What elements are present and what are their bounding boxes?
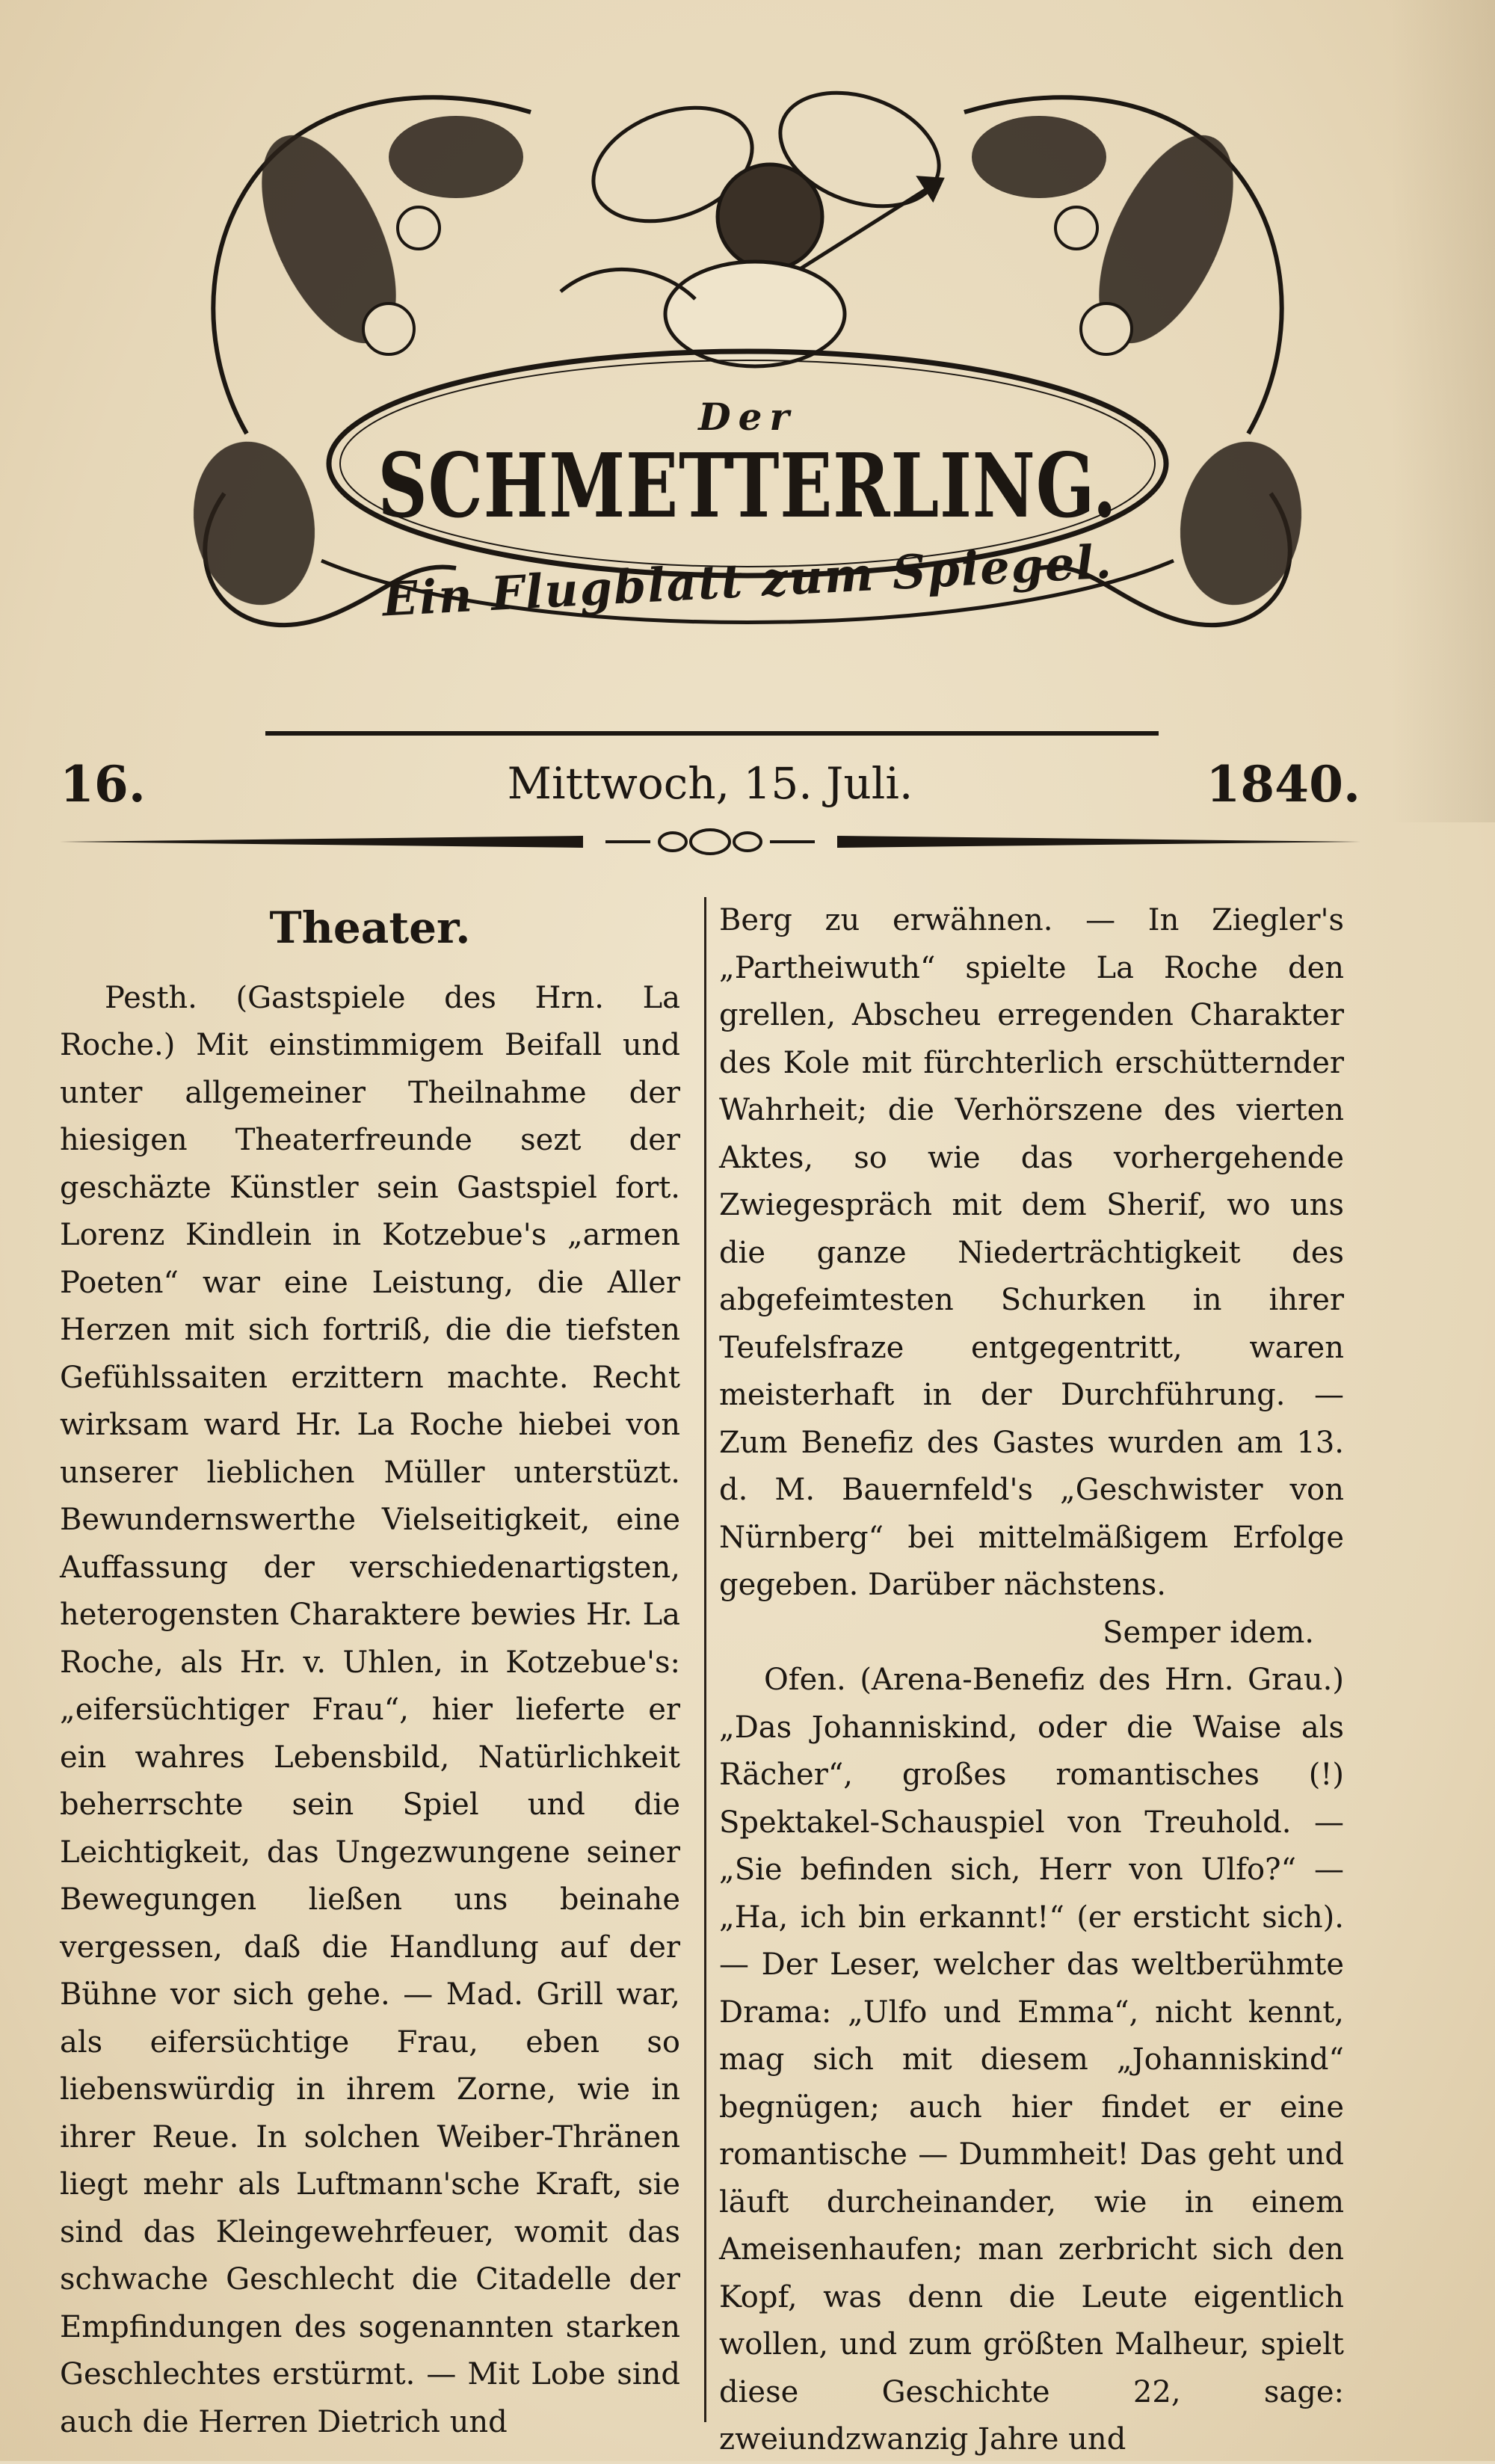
left-column (60, 897, 680, 2446)
rule-left-taper (60, 836, 583, 848)
left-sun-face (363, 304, 414, 354)
left-upper-leaves (389, 116, 523, 198)
column-divider (704, 897, 706, 2422)
top-rule (265, 731, 1159, 736)
right-small-sun (1055, 207, 1097, 249)
issue-year: 1840. (1206, 755, 1360, 813)
bleed-through-shadow (1390, 0, 1495, 822)
article-paragraph: Berg zu erwähnen. — In Ziegler's „Partheiwuth“ spielte La Roche den grellen, Abscheu erregenden Charakter des Kole mit fürchterlich erschütternder Wahrheit; die Verhörszene des vierten Aktes, so wie das vorhergehende Zwiegespräch mit dem Sherif, wo uns die ganze Niederträchtigkeit des abgefeimtesten Schurken in ihrer Teufelsfraze entgegentritt, waren meisterhaft in der Durchführung. — Zum Benefiz des Gastes wurden am 13. d. M. Bauernfeld's „Geschwister von Nürnberg“ bei mittelmäßigem Erfolge gegeben. Darüber nächstens. (719, 903, 1344, 1602)
section-heading: Theater. (269, 902, 471, 953)
issue-number: 16. (60, 755, 146, 813)
author-signature: Semper idem. (1103, 1615, 1314, 1650)
cupid-butterfly (561, 73, 955, 366)
rule-center-ornament (691, 830, 730, 854)
issue-date: Mittwoch, 15. Juli. (507, 758, 913, 809)
masthead (142, 45, 1353, 688)
article-paragraph: Ofen. (Arena-Benefiz des Hrn. Grau.) „Das Johanniskind, oder die Waise als Rächer“, großes romantisches (!) Spektakel-Schauspiel von Treuhold. — „Sie befinden sich, Herr von Ulfo?“ — „Ha, ich bin erkannt!“ (er ersticht sich). — Der Leser, welcher das weltberühmte Drama: „Ulfo und Emma“, nicht kennt, mag sich mit diesem „Johanniskind“ begnügen; auch hier findet er eine romantische — Dummheit! Das geht und läuft durcheinander, wie in einem Ameisenhaufen; man zerbricht sich den Kopf, was denn die Leute eigentlich wollen, und zum größten Malheur, spielt diese Geschichte 22, sage: zweiundzwanzig Jahre und (719, 1663, 1344, 2457)
right-upper-leaves (972, 116, 1106, 198)
left-small-sun (398, 207, 440, 249)
masthead-title: SCHMETTERLING. (377, 434, 1118, 538)
ornamental-rule (60, 821, 1360, 863)
article-paragraph: Pesth. (Gastspiele des Hrn. La Roche.) Mit einstimmigem Beifall und unter allgemeiner Theilnahme der hiesigen Theaterfreunde sezt der geschäzte Künstler sein Gastspiel fort. Lorenz Kindlein in Kotzebue's „armen Poeten“ war eine Leistung, die Aller Herzen mit sich fortriß, die die tiefsten Gefühlssaiten erzittern machte. Recht wirksam ward Hr. La Roche hiebei von unserer lieblichen Müller unterstüzt. Bewundernswerthe Vielseitigkeit, eine Auffassung der verschiedenartigsten, heterogensten Charaktere bewies Hr. La Roche, als Hr. v. Uhlen, in Kotzebue's: „eifersüchtiger Frau“, hier lieferte er ein wahres Lebensbild, Natürlichkeit beherrschte sein Spiel und die Leichtigkeit, das Ungezwungene seiner Bewegungen ließen uns beinahe vergessen, daß die Handlung auf der Bühne vor sich gehe. — Mad. Grill war, als eifersüchtige Frau, eben so liebenswürdig in ihrem Zorne, wie in ihrer Reue. In solchen Weiber-Thränen liegt mehr als Luftmann'sche Kraft, sie sind das Kleingewehrfeuer, womit das schwache Geschlecht die Citadelle der Empfindungen des sogenannten starken Geschlechtes erstürmt. — Mit Lobe sind auch die Herren Dietrich und (60, 980, 680, 2439)
masthead-motto: Ein Flugblatt zum Spiegel. (380, 534, 1115, 627)
dateline (60, 755, 1360, 815)
right-sun-face (1081, 304, 1132, 354)
rule-right-taper (837, 836, 1360, 848)
cupid-head (718, 164, 822, 269)
right-column (719, 897, 1344, 2464)
masthead-article: Der (698, 395, 797, 439)
